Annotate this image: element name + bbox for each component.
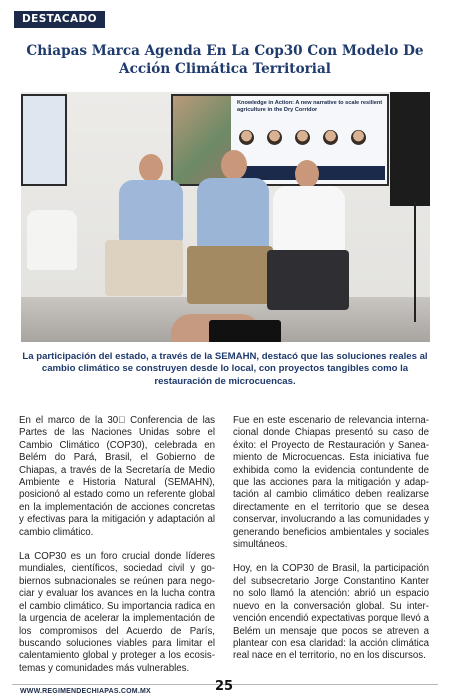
section-tag: DESTACADO xyxy=(14,11,105,28)
presentation-screen xyxy=(171,94,389,186)
audience-phone xyxy=(209,320,281,342)
photo-caption: La participación del estado, a través de la SEMAHN, destacó que las soluciones reales al cambio climático se construyen desde lo local, con proyectos tangibles como la restauración de microcuencas. xyxy=(22,351,428,387)
body-column-left xyxy=(19,415,215,687)
loudspeaker xyxy=(390,92,430,206)
speaker-avatar xyxy=(323,130,338,145)
article-headline: Chiapas Marca Agenda En La Cop30 Con Modelo De Acción Climática Territorial xyxy=(26,43,424,77)
speaker-avatar xyxy=(351,130,366,145)
body-paragraph: En el marco de la 30  Conferencia de las Partes de las Naciones Unidas sobre el Cambio Climático (COP30), celebrada en Belém do Pará, Brasil, el Gobierno de Chiapas, a través de la Secretaría de Medio Ambiente e Historia Natural (SEMAHN), posicionó al estado como un referente global en la implementación de acciones concretas y efectivas para la mitigación y adaptación al cambio climático. xyxy=(19,415,215,538)
footer-website-link[interactable]: WWW.REGIMENDECHIAPAS.COM.MX xyxy=(20,688,151,695)
screen-title: Knowledge in Action: A new narrative to scale resilient agriculture in the Dry Corridor xyxy=(237,100,383,113)
side-display-screen xyxy=(21,94,67,186)
body-paragraph: Hoy, en la COP30 de Brasil, la participación del subsecretario Jorge Constantino Kanter no solo llamó la atención: abrió un espacio nuevo en la conversación global. Su intervención encendió expectativas porque llevó a Belém un mensaje que pocos se atreven a plantear con esa claridad: la acción climática real nace en el territorio, no en los discursos. xyxy=(233,563,429,662)
speaker-avatar xyxy=(239,130,254,145)
speaker-stand xyxy=(414,202,416,322)
speaker-avatar xyxy=(295,130,310,145)
body-paragraph: Fue en este escenario de relevancia internacional donde Chiapas presentó su caso de éxito: el Proyecto de Restauración y Saneamiento de Microcuencas. Esta iniciativa fue exhibida como la evidencia contundente de que las acciones para la mitigación y adaptación al cambio climático deben realizarse directamente en el territorio que se desea conservar, involucrando a las comunidades y generando beneficios ambientales y sociales simultáneos. xyxy=(233,415,429,551)
body-paragraph: La COP30 es un foro crucial donde líderes mundiales, científicos, sociedad civil y gobiernos subnacionales se reúnen para negociar y evaluar los avances en la lucha contra el cambio climático. Su importancia radica en la urgencia de acelerar la implementación de los compromisos del Acuerdo de París, buscando soluciones viables para limitar el calentamiento global y proteger a los ecosistemas y comunidades más vulnerables. xyxy=(19,551,215,674)
empty-chair xyxy=(27,210,77,270)
body-column-right xyxy=(233,415,429,675)
article-photo xyxy=(21,92,430,342)
page-number: 25 xyxy=(215,679,234,694)
speaker-avatar xyxy=(267,130,282,145)
